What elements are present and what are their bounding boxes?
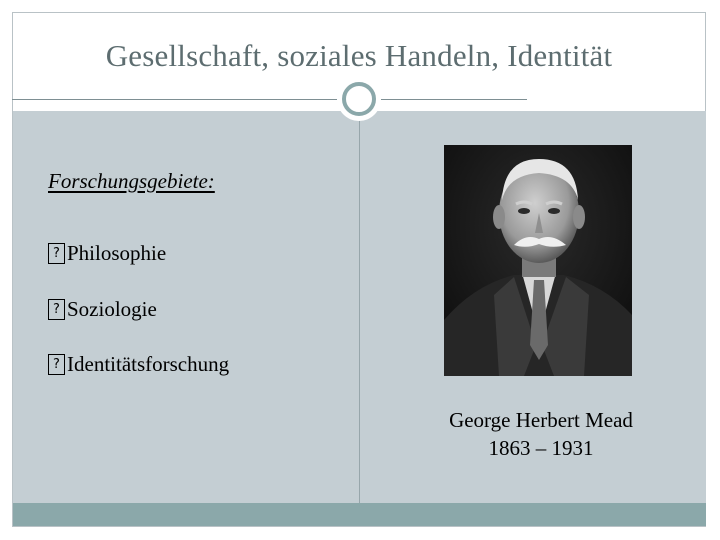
portrait-caption-years: 1863 – 1931 bbox=[488, 436, 594, 460]
slide-title: Gesellschaft, soziales Handeln, Identität bbox=[105, 38, 613, 73]
bullet-item bbox=[48, 352, 229, 377]
bullet-text: Philosophie bbox=[67, 241, 167, 265]
section-heading: Forschungsgebiete: bbox=[48, 169, 215, 193]
portrait-caption-name: George Herbert Mead bbox=[449, 408, 633, 432]
column-divider bbox=[359, 111, 360, 503]
portrait-illustration bbox=[444, 145, 632, 376]
bullet-item bbox=[48, 241, 166, 266]
checkbox-bullet-icon: ? bbox=[48, 299, 65, 320]
bullet-text: Identitätsforschung bbox=[67, 352, 230, 376]
footer-bar bbox=[13, 503, 706, 526]
ring-ornament-icon bbox=[337, 77, 381, 121]
title-rule-right bbox=[381, 99, 527, 100]
checkbox-bullet-icon: ? bbox=[48, 354, 65, 375]
portrait-photo bbox=[444, 145, 632, 376]
checkbox-bullet-icon: ? bbox=[48, 243, 65, 264]
bullet-text: Soziologie bbox=[67, 297, 157, 321]
bullet-item bbox=[48, 297, 157, 322]
title-rule-left bbox=[12, 99, 337, 100]
